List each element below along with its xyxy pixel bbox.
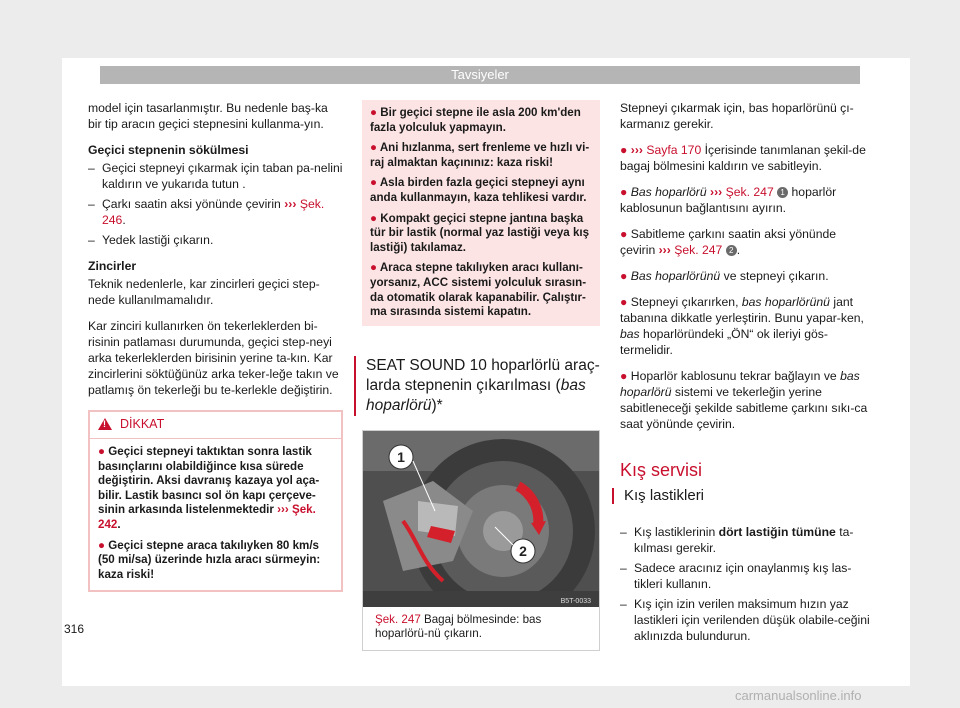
arrow-glyph: ››› xyxy=(284,197,297,211)
warning-item xyxy=(98,539,333,583)
bullet-text: hoparlör kablosunun bağlantısını ayırın. xyxy=(620,185,837,215)
figure-caption-text: Bagaj bölmesinde: bas hoparlörü-nü çıkarın. xyxy=(375,612,542,641)
intro-paragraph: model için tasarlanmıştır. Bu nedenle baş-ka bir tip aracın geçici stepnesini kullanma-yın. xyxy=(88,101,328,131)
bullet-italic: bas hoparlörü xyxy=(620,369,860,399)
bullet-item xyxy=(620,184,872,216)
watermark: carmanualsonline.info xyxy=(735,688,862,703)
warning-triangle-icon xyxy=(98,418,112,430)
step-text-wrap: Çarkı saatin aksi yönünde çevirin ››› Şek. 246. xyxy=(102,197,325,227)
warning-item xyxy=(370,106,592,135)
bullet-text: jant tabanına dikkatle yerleştirin. Bunu yapar-ken, xyxy=(620,295,864,325)
figure-link[interactable]: Şek. 242 xyxy=(98,503,316,531)
callout-1: 1 xyxy=(397,448,405,465)
dash-item xyxy=(620,596,872,644)
bullet-text: hoparlöründeki „ÖN“ ok ileriyi gös-termelidir. xyxy=(620,327,828,357)
chains-paragraph-1: Teknik nedenlerle, kar zincirleri geçici step-nede kullanılmamalıdır. xyxy=(88,277,320,307)
warning-header xyxy=(90,416,341,439)
dash-text: ta-kılması gerekir. xyxy=(634,525,854,555)
bullet-text: sistemi ve tekerleğin yerine sabitleneceği şekilde sabitleme çarkını sıkı-ca saat yönünde çevirin. xyxy=(620,385,868,431)
figure-link[interactable]: Şek. 246 xyxy=(102,197,325,227)
bullet-glyph: ● xyxy=(370,176,378,190)
step-item xyxy=(88,196,343,228)
dash-item xyxy=(620,524,872,556)
bullet-italic: bas xyxy=(620,327,640,341)
step-text: Çarkı saatin aksi yönünde çevirin xyxy=(102,197,281,211)
bullet-italic: bas hoparlörünü xyxy=(741,295,830,309)
warning-text: Ani hızlanma, sert frenleme ve hızlı vi-raj almaktan kaçınınız: kaza riski! xyxy=(370,141,590,169)
bullet-item: ● Sabitleme çarkını saatin aksi yönünde çevirin ››› Şek. 247 2 . xyxy=(620,227,837,257)
warning-box xyxy=(88,410,343,592)
arrow-glyph: ››› xyxy=(710,185,723,199)
winter-service-title: Kış servisi xyxy=(620,460,703,480)
bullet-glyph: ● xyxy=(620,369,628,383)
step-text: Yedek lastiği çıkarın. xyxy=(102,233,214,247)
step-text: Geçici stepneyi çıkarmak için taban pa-nelini kaldırın ve yukarıda tutun . xyxy=(102,161,343,191)
dash-text: Sadece aracınız için onaylanmış kış las-tikleri kullanın. xyxy=(634,561,852,591)
column-2 xyxy=(362,100,600,651)
column-3 xyxy=(620,100,872,648)
removal-title: Geçici stepnenin sökülmesi xyxy=(88,143,249,157)
dash-item xyxy=(620,560,872,592)
page-link[interactable]: Sayfa 170 xyxy=(646,143,702,157)
arrow-glyph: ››› xyxy=(630,143,643,157)
dash-text: Kış için izin verilen maksimum hızın yaz lastikleri için verilenden düşük olabile-ceğini aklınızda bulundurun. xyxy=(634,597,870,643)
bullet-glyph: ● xyxy=(620,143,628,157)
bullet-glyph: ● xyxy=(620,269,628,283)
bullet-item xyxy=(620,268,872,284)
warning-item: ● Geçici stepneyi taktıktan sonra lastik basınçlarını olabildiğince kısa sürede değiştirin. Aksi davranış kazaya yol aça-bilir. Lastik basıncı sol ön kapı çerçeve-sinin arkasında listelenmektedir ››› Şek. 242. xyxy=(98,445,320,531)
bullet-glyph: ● xyxy=(620,185,628,199)
bullet-glyph: ● xyxy=(98,538,106,552)
page-number: 316 xyxy=(64,622,85,636)
figure-247 xyxy=(362,430,600,651)
warning-text: Geçici stepneyi taktıktan sonra lastik basınçlarını olabildiğince kısa sürede değiştirin. Aksi davranış kazaya yol aça-bilir. Lastik basıncı sol ön kapı çerçeve-sinin arkasında listelenmektedir xyxy=(98,445,320,517)
warning-text: Kompakt geçici stepne jantına başka tür bir lastik (normal yaz lastiği veya kış lastiği) takılamaz. xyxy=(370,211,590,254)
warning-item xyxy=(370,176,592,205)
warning-text: Geçici stepne araca takılıyken 80 km/s (50 mi/sa) üzerinde hızla aracı sürmeyin: kaza riski! xyxy=(98,538,321,581)
dash-glyph: – xyxy=(88,233,95,247)
chains-paragraph-2: Kar zinciri kullanırken ön tekerleklerden bi-risinin patlaması durumunda, geçici step-neyi arka tekerleklerden birisinin yerine ta-kın. Kar zincirlerini söktüğünüz arka teker-leğe takın ve patlamış ön tekerleği bu te-kerlekle değiştirin. xyxy=(88,319,339,397)
bullet-text: ve stepneyi çıkarın. xyxy=(723,269,829,283)
bullet-text: Hoparlör kablosunu tekrar bağlayın ve xyxy=(630,369,837,383)
step-item xyxy=(88,160,343,192)
warning-item xyxy=(370,212,592,256)
bullet-text: Sabitleme çarkını saatin aksi yönünde çevirin xyxy=(620,227,837,257)
bullet-italic: Bas hoparlörü xyxy=(630,185,707,199)
bullet-glyph: ● xyxy=(370,211,378,225)
bullet-italic: Bas hoparlörünü xyxy=(630,269,721,283)
bullet-glyph: ● xyxy=(370,261,378,275)
bullet-glyph: ● xyxy=(370,141,378,155)
bullet-item xyxy=(620,294,872,358)
section-title-end: )* xyxy=(431,396,443,414)
dash-glyph: – xyxy=(620,597,627,611)
bullet-glyph: ● xyxy=(98,445,106,458)
dash-text-wrap xyxy=(634,524,872,556)
bullet-item xyxy=(620,142,872,174)
bullet-glyph: ● xyxy=(370,106,378,119)
section-title-italic: bas hoparlörü xyxy=(366,376,586,414)
warning-item xyxy=(370,261,592,319)
arrow-glyph: ››› xyxy=(658,243,671,257)
trunk-speaker-illustration xyxy=(363,431,599,607)
callout-2: 2 xyxy=(519,542,527,559)
dash-glyph: – xyxy=(620,561,627,575)
warning-item xyxy=(370,141,592,170)
arrow-glyph: ››› xyxy=(277,503,289,517)
bullet-glyph: ● xyxy=(620,295,628,309)
section-title-text: SEAT SOUND 10 hoparlörlü araç-larda stepnenin çıkarılması ( xyxy=(366,356,600,394)
warning-text: Bir geçici stepne ile asla 200 km'den fazla yolculuk yapmayın. xyxy=(370,106,581,134)
bullet-text: Stepneyi çıkarırken, xyxy=(630,295,739,309)
winter-tyres-heading: Kış lastikleri xyxy=(612,488,872,504)
warning-continuation-box xyxy=(362,100,600,326)
dash-glyph: – xyxy=(88,197,95,211)
running-header: Tavsiyeler xyxy=(100,66,860,84)
callout-number-badge: 2 xyxy=(726,245,737,256)
chains-title: Zincirler xyxy=(88,259,137,273)
warning-label: DİKKAT xyxy=(120,417,165,431)
warning-text: Araca stepne takılıyken aracı kullanı-yorsanız, ACC sistemi yolculuk sırasın-da otomatik olarak kapanabilir. Çalıştır-ma sırasında sistemi kapatın. xyxy=(370,261,587,319)
step-item xyxy=(88,232,343,248)
figure-code: B5T-0033 xyxy=(560,597,591,605)
dash-glyph: – xyxy=(88,161,95,175)
section-title xyxy=(354,356,600,416)
figure-link[interactable]: Şek. 247 xyxy=(674,243,723,257)
intro-paragraph: Stepneyi çıkarmak için, bas hoparlörünü çı-karmanız gerekir. xyxy=(620,101,854,131)
figure-caption xyxy=(363,607,599,650)
bullet-text: İçerisinde tanımlanan şekil-de bagaj bölmesini kaldırın ve sabitleyin. xyxy=(620,143,866,173)
figure-link[interactable]: Şek. 247 xyxy=(725,185,774,199)
figure-label: Şek. 247 xyxy=(375,612,421,626)
bullet-item xyxy=(620,368,872,432)
warning-text: Asla birden fazla geçici stepneyi aynı anda kullanmayın, kaza tehlikesi vardır. xyxy=(370,176,587,204)
dash-text: Kış lastiklerinin xyxy=(634,525,716,539)
bullet-glyph: ● xyxy=(620,227,628,241)
callout-number-badge: 1 xyxy=(777,187,788,198)
dash-bold: dört lastiğin tümüne xyxy=(718,525,836,539)
column-1 xyxy=(88,100,343,592)
dash-glyph: – xyxy=(620,525,627,539)
